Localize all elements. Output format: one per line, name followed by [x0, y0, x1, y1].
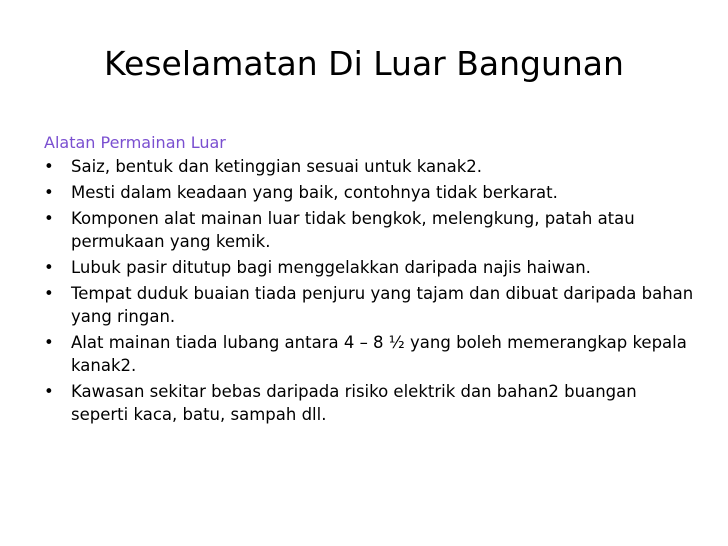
slide-content — [44, 131, 694, 429]
bullet-list — [44, 155, 694, 426]
bullet-dot: • — [44, 157, 54, 176]
bullet-text: Saiz, bentuk dan ketinggian sesuai untuk kanak2. — [71, 157, 483, 176]
bullet-item — [44, 181, 694, 204]
bullet-item — [44, 282, 694, 328]
bullet-text: Kawasan sekitar bebas daripada risiko elektrik dan bahan2 buangan seperti kaca, batu, sampah dll. — [71, 382, 637, 424]
bullet-dot: • — [44, 258, 54, 277]
bullet-dot: • — [44, 333, 54, 352]
bullet-text: Tempat duduk buaian tiada penjuru yang tajam dan dibuat daripada bahan yang ringan. — [71, 284, 694, 326]
bullet-item — [44, 331, 694, 377]
bullet-text: Lubuk pasir ditutup bagi menggelakkan daripada najis haiwan. — [71, 258, 591, 277]
bullet-dot: • — [44, 209, 54, 228]
bullet-dot: • — [44, 183, 54, 202]
section-subheading: Alatan Permainan Luar — [44, 133, 226, 152]
bullet-dot: • — [44, 284, 54, 303]
bullet-item — [44, 155, 694, 178]
bullet-text: Komponen alat mainan luar tidak bengkok, melengkung, patah atau permukaan yang kemik. — [71, 209, 635, 251]
bullet-dot: • — [44, 382, 54, 401]
bullet-item — [44, 380, 694, 426]
slide-title: Keselamatan Di Luar Bangunan — [104, 44, 624, 83]
bullet-item — [44, 256, 694, 279]
bullet-text: Alat mainan tiada lubang antara 4 – 8 ½ yang boleh memerangkap kepala kanak2. — [71, 333, 687, 375]
bullet-item — [44, 207, 694, 253]
bullet-text: Mesti dalam keadaan yang baik, contohnya tidak berkarat. — [71, 183, 558, 202]
